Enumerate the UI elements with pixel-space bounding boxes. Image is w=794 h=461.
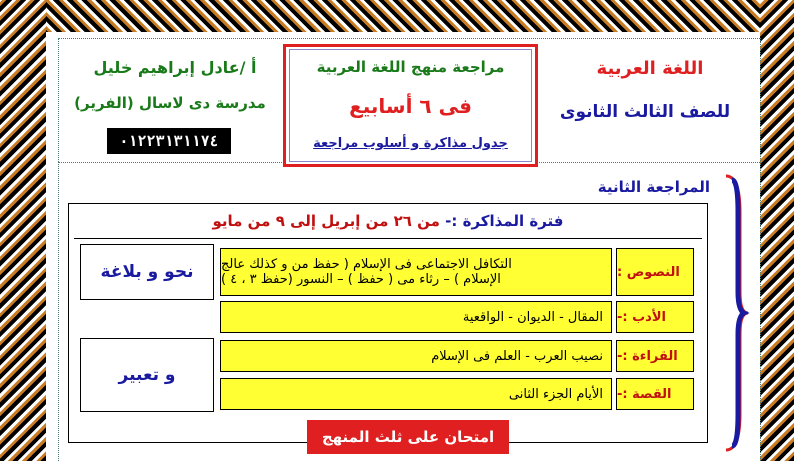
row-label-story: القصة :- <box>616 378 694 410</box>
expression-box: و تعبير <box>80 338 214 412</box>
duration-title: فى ٦ أسابيع <box>349 94 472 118</box>
subtitle: جدول مذاكرة و أسلوب مراجعة <box>313 136 508 151</box>
exam-banner: امتحان على ثلث المنهج <box>307 420 509 454</box>
row-label-reading: القراءة :- <box>616 340 694 372</box>
period-label: فترة المذاكرة :- <box>439 212 564 230</box>
section-title: المراجعة الثانية <box>597 178 710 196</box>
row-content-texts <box>220 248 612 296</box>
decorative-border-top <box>0 0 794 32</box>
row-label-texts: النصوص : <box>616 248 694 296</box>
school-name: مدرسة دى لاسال (الفرير) <box>74 94 266 112</box>
row-label-literature: الأدب :- <box>616 301 694 333</box>
table-divider <box>74 238 702 239</box>
row-content-literature: المقال - الديوان - الواقعية <box>220 301 612 333</box>
subject-name: اللغة العربية <box>596 58 704 79</box>
right-brace-icon <box>720 172 750 454</box>
phone-number: ٠١٢٢٣١٣١١٧٤ <box>107 128 231 154</box>
row-content-reading: نصيب العرب - العلم فى الإسلام <box>220 340 612 372</box>
grammar-box: نحو و بلاغة <box>80 244 214 300</box>
decorative-border-right <box>760 0 794 461</box>
row-content-line: الإسلام ) – رثاء مى ( حفظ ) – النسور (حفظ ٣ ، ٤ ) <box>221 272 501 287</box>
study-period <box>68 207 708 235</box>
decorative-border-left <box>0 0 46 461</box>
grade-name: للصف الثالث الثانوى <box>559 102 731 122</box>
divider <box>58 38 59 162</box>
divider <box>58 162 59 461</box>
teacher-name: أ /عادل إبراهيم خليل <box>93 58 257 77</box>
row-content-story: الأيام الجزء الثانى <box>220 378 612 410</box>
row-content-line: التكافل الاجتماعى فى الإسلام ( حفظ من و كذلك عالج <box>221 257 512 272</box>
divider <box>760 38 761 461</box>
page-title: مراجعة منهج اللغة العربية <box>316 58 505 76</box>
divider <box>58 38 760 39</box>
period-value: من ٢٦ من إبريل إلى ٩ من مايو <box>212 212 440 230</box>
